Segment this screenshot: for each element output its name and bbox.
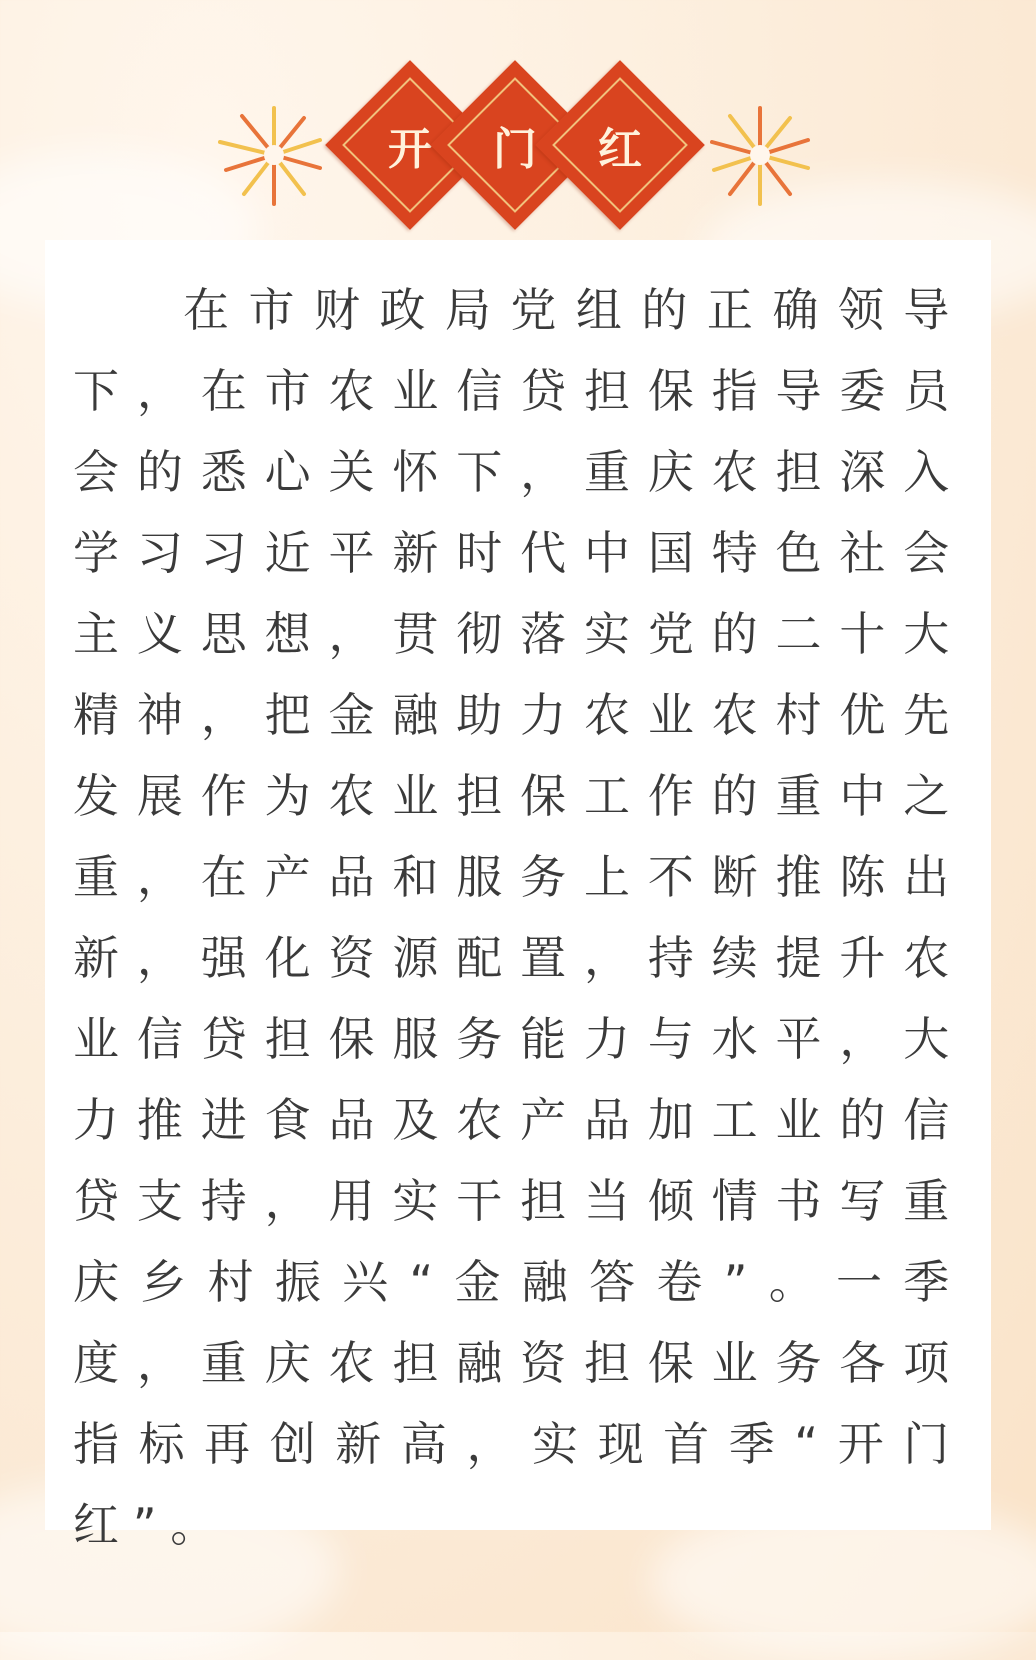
- banner-char-1: 开: [388, 124, 432, 175]
- title-banner: [0, 60, 1036, 240]
- article-paragraph: 在市财政局党组的正确领导下，在市农业信贷担保指导委员会的悉心关怀下，重庆农担深入学习习近平新时代中国特色社会主义思想，贯彻落实党的二十大精神，把金融助力农业农村优先发展作为农业担保工作的重中之重，在产品和服务上不断推陈出新，强化资源配置，持续提升农业信贷担保服务能力与水平，大力推进食品及农产品加工业的信贷支持，用实干担当倾情书写重庆乡村振兴“金融答卷”。一季度，重庆农担融资担保业务各项指标再创新高，实现首季“开门红”。: [73, 283, 963, 1552]
- firework-left-icon: [212, 100, 332, 210]
- firework-right-icon: [702, 100, 822, 210]
- article-card: [45, 240, 991, 1552]
- diamond-badge-hong: [535, 60, 705, 230]
- banner-char-2: 门: [493, 124, 537, 175]
- banner-char-3: 红: [598, 124, 642, 175]
